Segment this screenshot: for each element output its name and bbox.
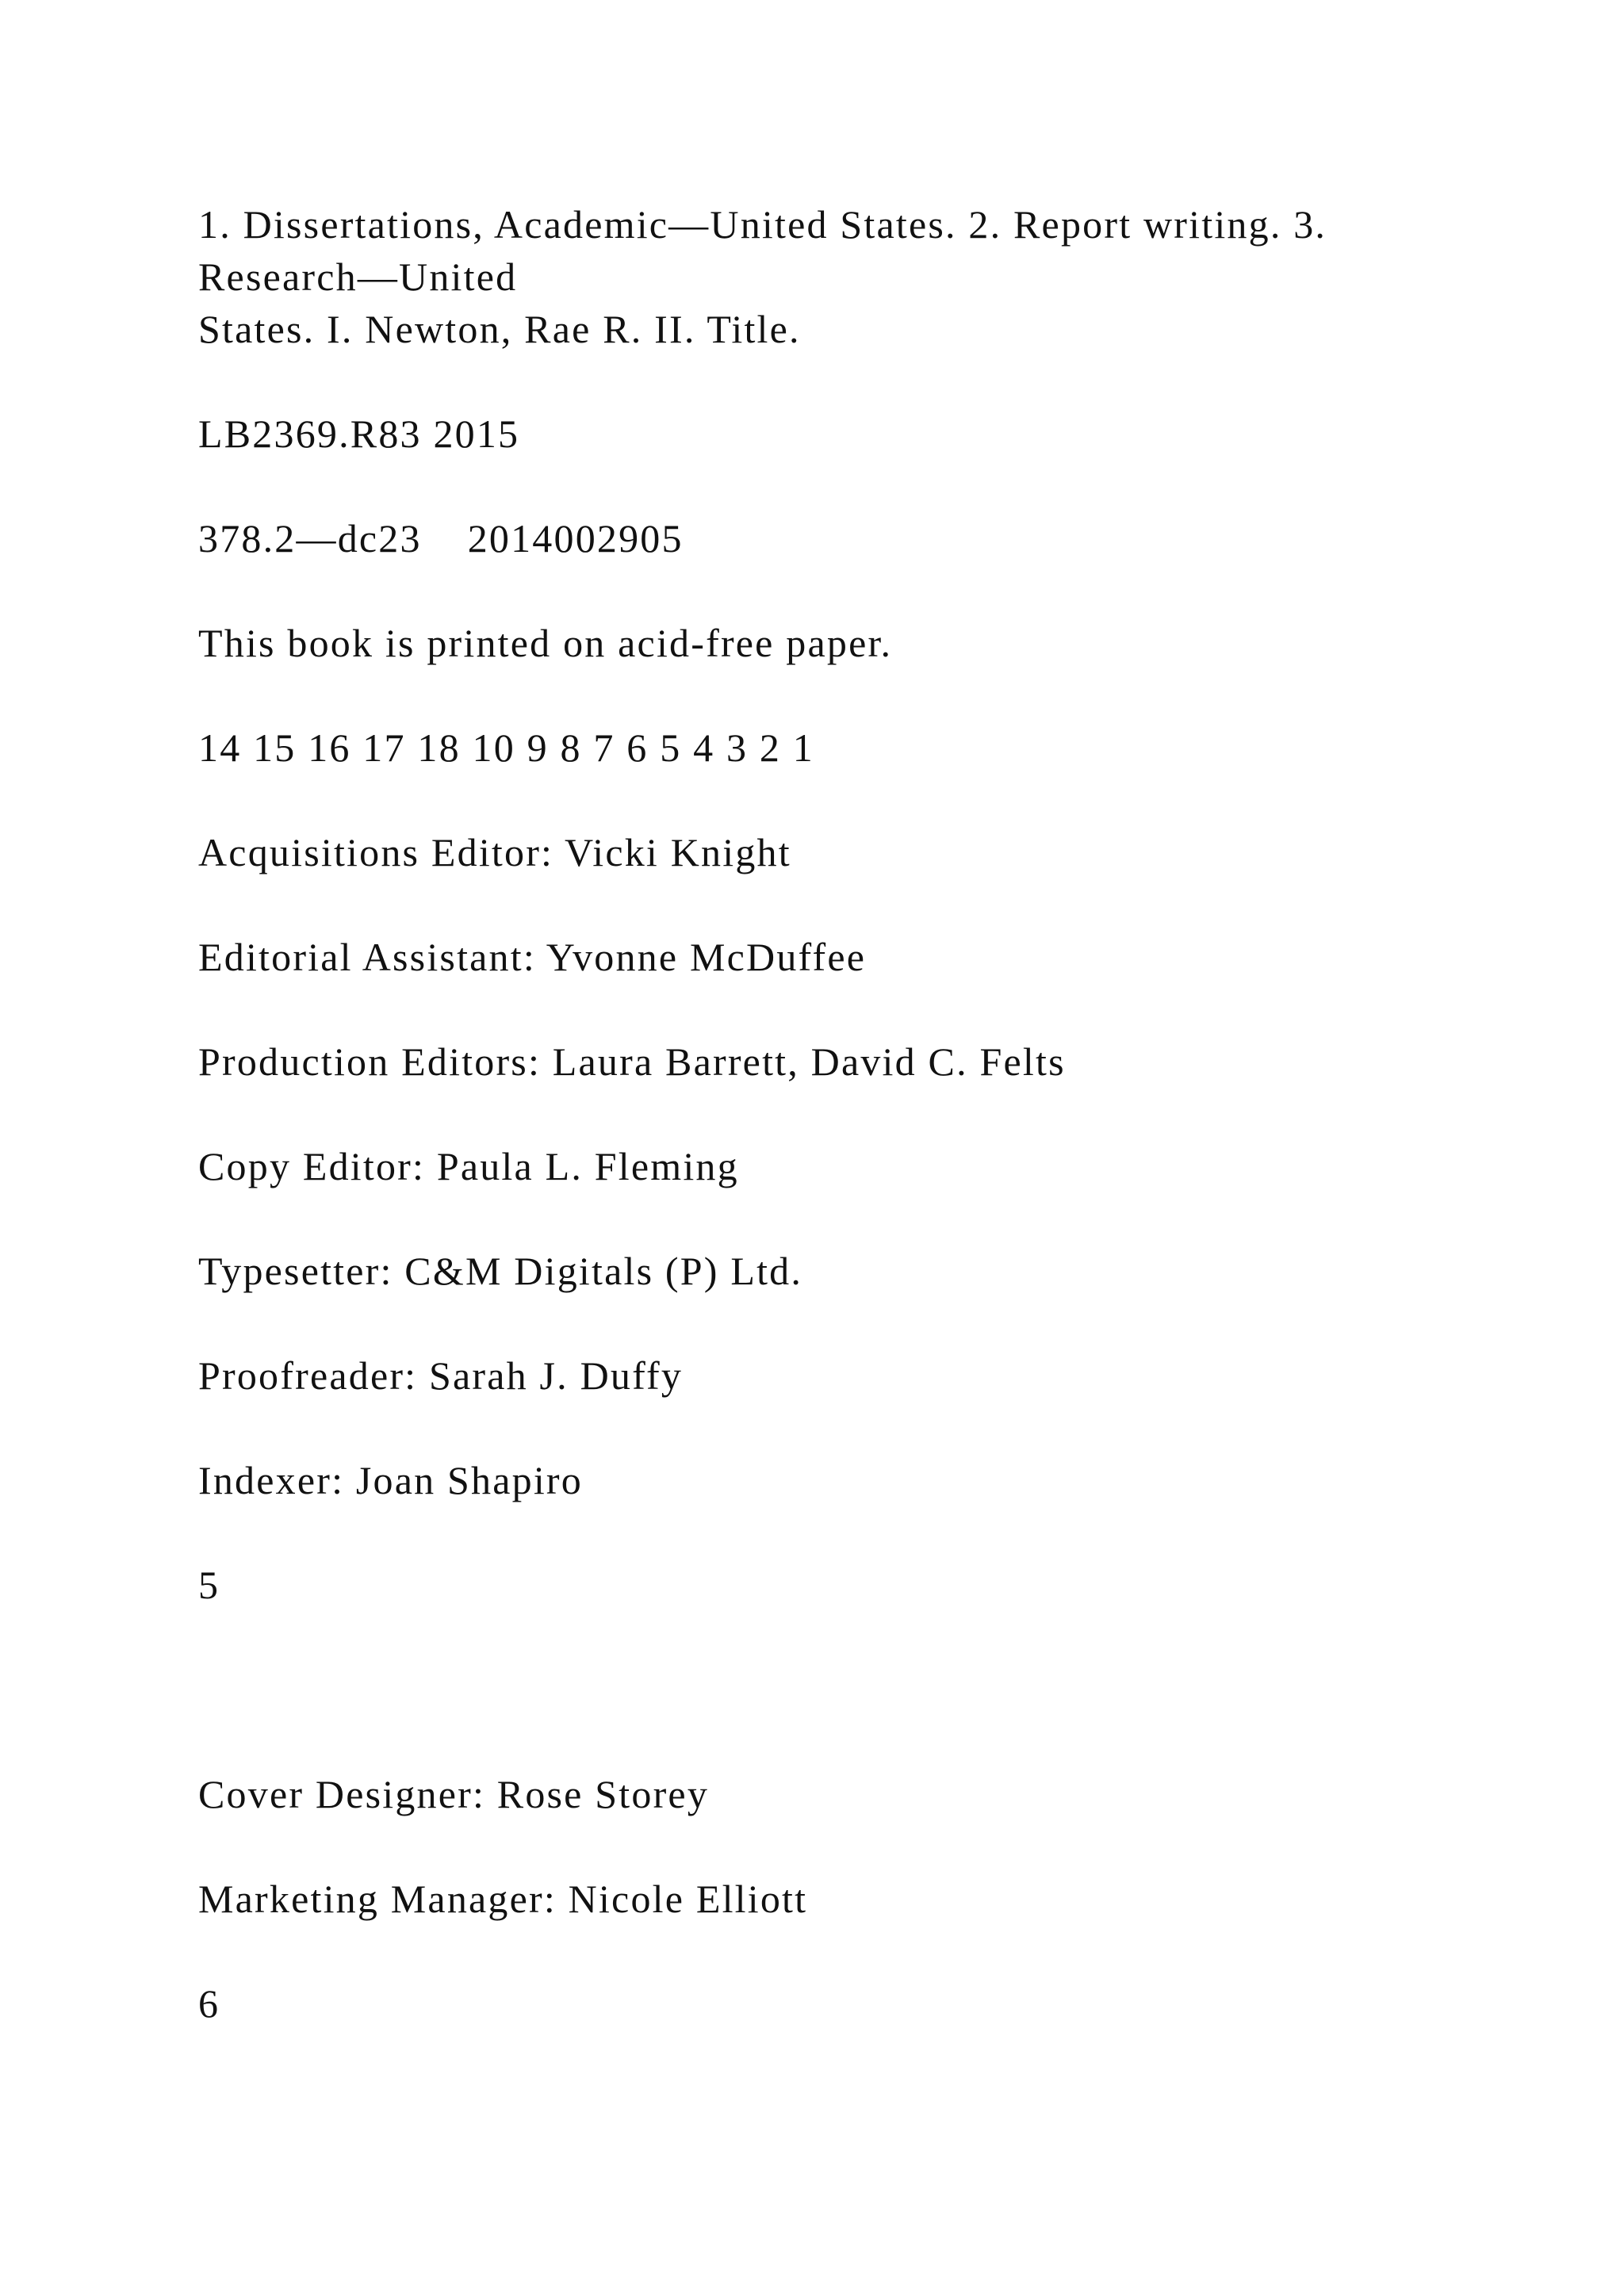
subject-line-3: States. I. Newton, Rae R. II. Title. xyxy=(198,307,801,351)
paper-note: This book is printed on acid-free paper. xyxy=(198,621,893,665)
lccn-number: 2014002905 xyxy=(467,516,684,561)
printing-line: 14 15 16 17 18 10 9 8 7 6 5 4 3 2 1 xyxy=(198,725,814,770)
credit-production-editors: Production Editors: Laura Barrett, David C. Felts xyxy=(198,1039,1066,1084)
classification-line xyxy=(198,516,684,561)
credit-typesetter: Typesetter: C&M Digitals (P) Ltd. xyxy=(198,1249,803,1293)
credit-indexer: Indexer: Joan Shapiro xyxy=(198,1458,583,1502)
subject-line-2: Research—United xyxy=(198,254,518,299)
page-marker-5: 5 xyxy=(198,1563,220,1607)
dewey-number: 378.2—dc23 xyxy=(198,516,422,561)
credit-copy-editor: Copy Editor: Paula L. Fleming xyxy=(198,1144,739,1188)
subject-line-1: 1. Dissertations, Academic—United States. 2. Report writing. 3. xyxy=(198,202,1327,247)
credit-editorial-assistant: Editorial Assistant: Yvonne McDuffee xyxy=(198,935,867,979)
credit-cover-designer: Cover Designer: Rose Storey xyxy=(198,1772,710,1816)
credit-acquisitions-editor: Acquisitions Editor: Vicki Knight xyxy=(198,830,791,874)
lc-call-number: LB2369.R83 2015 xyxy=(198,411,520,456)
page-marker-6: 6 xyxy=(198,1981,220,2026)
credit-marketing-manager: Marketing Manager: Nicole Elliott xyxy=(198,1877,808,1921)
credit-proofreader: Proofreader: Sarah J. Duffy xyxy=(198,1353,684,1398)
